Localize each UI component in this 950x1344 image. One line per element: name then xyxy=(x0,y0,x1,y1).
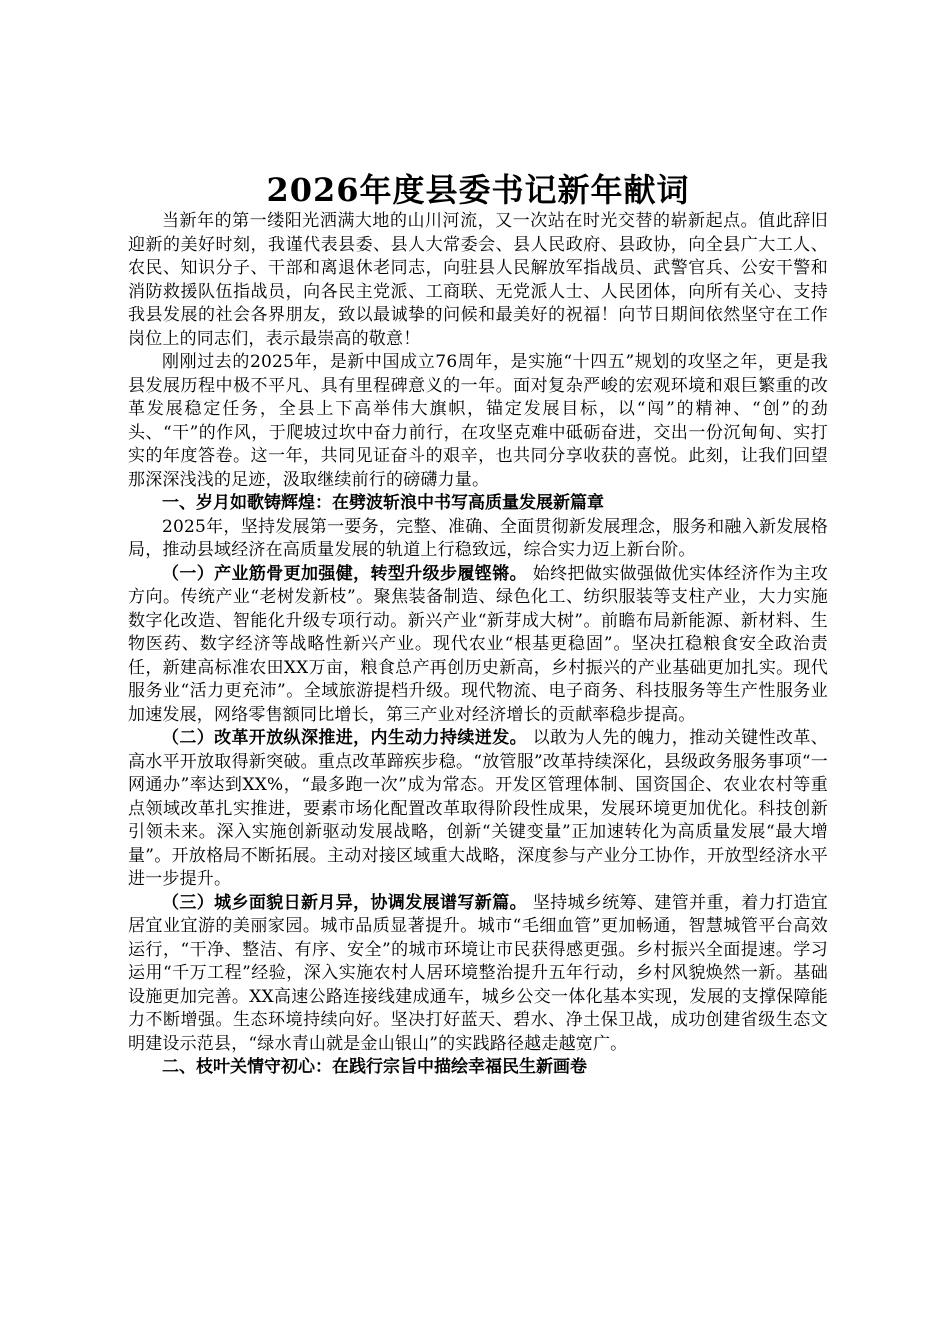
subsection-3-body: 坚持城乡统筹、建管并重，着力打造宜居宜业宜游的美丽家园。城市品质显著提升。城市“毛细血管”更加畅通，智慧城管平台高效运行，“干净、整洁、有序、安全”的城市环境让市民获得感更强。乡村振兴全面提速。学习运用“千万工程”经验，深入实施农村人居环境整治提升五年行动，乡村风貌焕然一新。基础设施更加完善。XX高速公路连接线建成通车，城乡公交一体化基本实现，发展的支撑保障能力不断增强。生态环境持续向好。坚决打好蓝天、碧水、净土保卫战，成功创建省级生态文明建设示范县，“绿水青山就是金山银山”的实践路径越走越宽广。 xyxy=(128,892,828,1054)
subsection-3-lead: （三）城乡面貌日新月异，协调发展谱写新篇。 xyxy=(162,892,527,913)
subsection-1-lead: （一）产业筋骨更加强健，转型升级步履铿锵。 xyxy=(162,563,527,584)
document-page xyxy=(128,170,828,1080)
section-heading-2: 二、枝叶关情守初心：在践行宗旨中描绘幸福民生新画卷 xyxy=(162,1057,587,1077)
paragraph-review: 刚刚过去的2025年，是新中国成立76周年，是实施“十四五”规划的攻坚之年，更是我县发展历程中极不平凡、具有里程碑意义的一年。面对复杂严峻的宏观环境和艰巨繁重的改革发展稳定任务，全县上下高举伟大旗帜，锚定发展目标，以“闯”的精神、“创”的劲头、“干”的作风，于爬坡过坎中奋力前行，在攻坚克难中砥砺奋进，交出一份沉甸甸、实打实的年度答卷。这一年，共同见证奋斗的艰辛，也共同分享收获的喜悦。此刻，让我们回望那深深浅浅的足迹，汲取继续前行的磅礴力量。 xyxy=(128,352,828,490)
paragraph-subsection-1 xyxy=(128,563,828,728)
paragraph-section-1-intro: 2025年，坚持发展第一要务，完整、准确、全面贯彻新发展理念，服务和融入新发展格局，推动县域经济在高质量发展的轨道上行稳致远，综合实力迈上新台阶。 xyxy=(128,516,828,560)
paragraph-greeting: 当新年的第一缕阳光洒满大地的山川河流，又一次站在时光交替的崭新起点。值此辞旧迎新的美好时刻，我谨代表县委、县人大常委会、县人民政府、县政协，向全县广大工人、农民、知识分子、干部和离退休老同志，向驻县人民解放军指战员、武警官兵、公安干警和消防救援队伍指战员，向各民主党派、工商联、无党派人士、人民团体，向所有关心、支持我县发展的社会各界朋友，致以最诚挚的问候和最美好的祝福！向节日期间依然坚守在工作岗位上的同志们，表示最崇高的敬意！ xyxy=(128,211,828,349)
section-heading-1: 一、岁月如歌铸辉煌：在劈波斩浪中书写高质量发展新篇章 xyxy=(162,493,604,513)
subsection-2-lead: （二）改革开放纵深推进，内生动力持续迸发。 xyxy=(162,728,527,748)
document-title: 2026年度县委书记新年献词 xyxy=(266,171,690,209)
subsection-1-body: 始终把做实做强做优实体经济作为主攻方向。传统产业“老树发新枝”。聚焦装备制造、绿色化工、纺织服装等支柱产业，大力实施数字化改造、智能化升级专项行动。新兴产业“新芽成大树”。前瞻布局新能源、新材料、生物医药、数字经济等战略性新兴产业。现代农业“根基更稳固”。坚决扛稳粮食安全政治责任，新建高标准农田XX万亩，粮食总产再创历史新高，乡村振兴的产业基础更加扎实。现代服务业“活力更充沛”。全域旅游提档升级。现代物流、电子商务、科技服务等生产性服务业加速发展，网络零售额同比增长，第三产业对经济增长的贡献率稳步提高。 xyxy=(128,563,828,725)
subsection-2-body: 以敢为人先的魄力，推动关键性改革、高水平开放取得新突破。重点改革蹄疾步稳。“放管服”改革持续深化，县级政务服务事项“一网通办”率达到XX%，“最多跑一次”成为常态。开发区管理体制、国资国企、农业农村等重点领域改革扎实推进，要素市场化配置改革取得阶段性成果，发展环境更加优化。科技创新引领未来。深入实施创新驱动发展战略，创新“关键变量”正加速转化为高质量发展“最大增量”。开放格局不断拓展。主动对接区域重大战略，深度参与产业分工协作，开放型经济水平进一步提升。 xyxy=(128,728,828,889)
paragraph-subsection-3 xyxy=(128,892,828,1057)
paragraph-subsection-2 xyxy=(128,727,828,892)
